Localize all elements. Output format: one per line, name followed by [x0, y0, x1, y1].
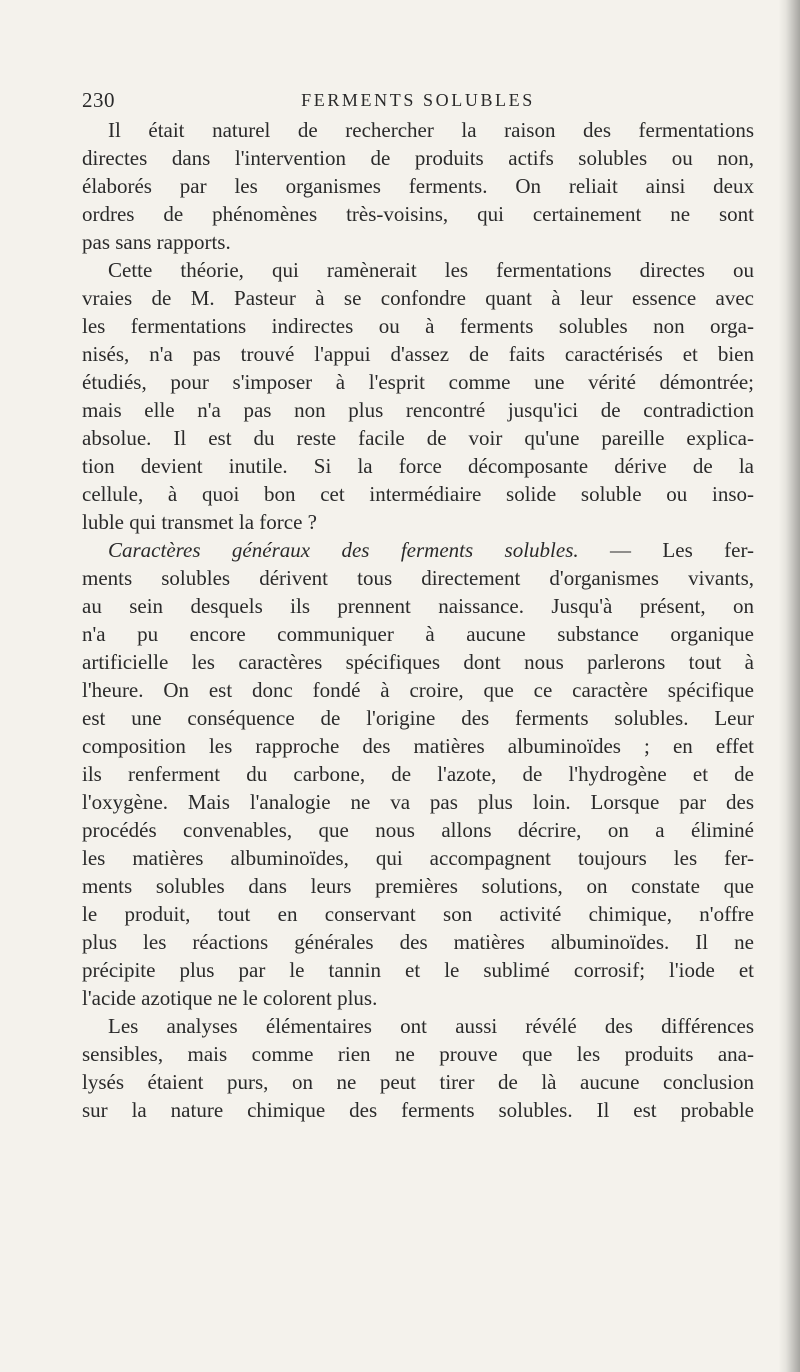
text-line: l'heure. On est donc fondé à croire, que ce caractère spécifique [82, 678, 754, 702]
text-line [82, 536, 754, 564]
text-line: absolue. Il est du reste facile de voir qu'une pareille explica- [82, 426, 754, 450]
text-line: artificielle les caractères spécifiques dont nous parlerons tout à [82, 650, 754, 674]
text-line: procédés convenables, que nous allons décrire, on a éliminé [82, 818, 754, 842]
text-line: directes dans l'intervention de produits actifs solubles ou non, [82, 146, 754, 170]
text-line: sensibles, mais comme rien ne prouve que les produits ana- [82, 1042, 754, 1066]
text-line: composition les rapproche des matières albuminoïdes ; en effet [82, 734, 754, 758]
text-line: vraies de M. Pasteur à se confondre quant à leur essence avec [82, 286, 754, 310]
page-number: 230 [82, 88, 115, 112]
text-line: ordres de phénomènes très-voisins, qui certainement ne sont [82, 202, 754, 226]
paragraph-3 [82, 536, 754, 1012]
text-line: mais elle n'a pas non plus rencontré jusqu'ici de contradiction [82, 398, 754, 422]
body-text [82, 116, 754, 1124]
text-line: cellule, à quoi bon cet intermédiaire solide soluble ou inso- [82, 482, 754, 506]
text-line: sur la nature chimique des ferments solubles. Il est probable [82, 1098, 754, 1122]
text-line: nisés, n'a pas trouvé l'appui d'assez de faits caractérisés et bien [82, 342, 754, 366]
text-line: les matières albuminoïdes, qui accompagnent toujours les fer- [82, 846, 754, 870]
page-header [82, 88, 754, 118]
text-line: au sein desquels ils prennent naissance. Jusqu'à présent, on [82, 594, 754, 618]
text-line: tion devient inutile. Si la force décomposante dérive de la [82, 454, 754, 478]
text-line: l'oxygène. Mais l'analogie ne va pas plus loin. Lorsque par des [82, 790, 754, 814]
text-line: pas sans rapports. [82, 230, 231, 254]
text-line: Les analyses élémentaires ont aussi révélé des différences [108, 1014, 754, 1038]
text-line: élaborés par les organismes ferments. On reliait ainsi deux [82, 174, 754, 198]
running-title: FERMENTS SOLUBLES [301, 90, 535, 110]
paragraph-1 [82, 116, 754, 256]
text-line: étudiés, pour s'imposer à l'esprit comme une vérité démontrée; [82, 370, 754, 394]
page-edge-shadow [778, 0, 800, 1372]
text-line: le produit, tout en conservant son activité chimique, n'offre [82, 902, 754, 926]
text-line: plus les réactions générales des matières albuminoïdes. Il ne [82, 930, 754, 954]
text-line: ments solubles dérivent tous directement d'organismes vivants, [82, 566, 754, 590]
text-line: lysés étaient purs, on ne peut tirer de là aucune conclusion [82, 1070, 754, 1094]
text-fragment: — Les fer- [578, 538, 755, 562]
paragraph-2 [82, 256, 754, 536]
paragraph-4 [82, 1012, 754, 1124]
text-line: l'acide azotique ne le colorent plus. [82, 986, 378, 1010]
text-line: Il était naturel de rechercher la raison des fermentations [108, 118, 754, 142]
text-line: ils renferment du carbone, de l'azote, de l'hydrogène et de [82, 762, 754, 786]
section-heading: Caractères généraux des ferments solubles. [108, 538, 579, 562]
text-line: ments solubles dans leurs premières solutions, on constate que [82, 874, 754, 898]
text-line: les fermentations indirectes ou à ferments solubles non orga- [82, 314, 754, 338]
text-line: Cette théorie, qui ramènerait les fermentations directes ou [108, 258, 754, 282]
text-line: luble qui transmet la force ? [82, 510, 317, 534]
text-line: est une conséquence de l'origine des ferments solubles. Leur [82, 706, 754, 730]
text-line: précipite plus par le tannin et le sublimé corrosif; l'iode et [82, 958, 754, 982]
text-line: n'a pu encore communiquer à aucune substance organique [82, 622, 754, 646]
